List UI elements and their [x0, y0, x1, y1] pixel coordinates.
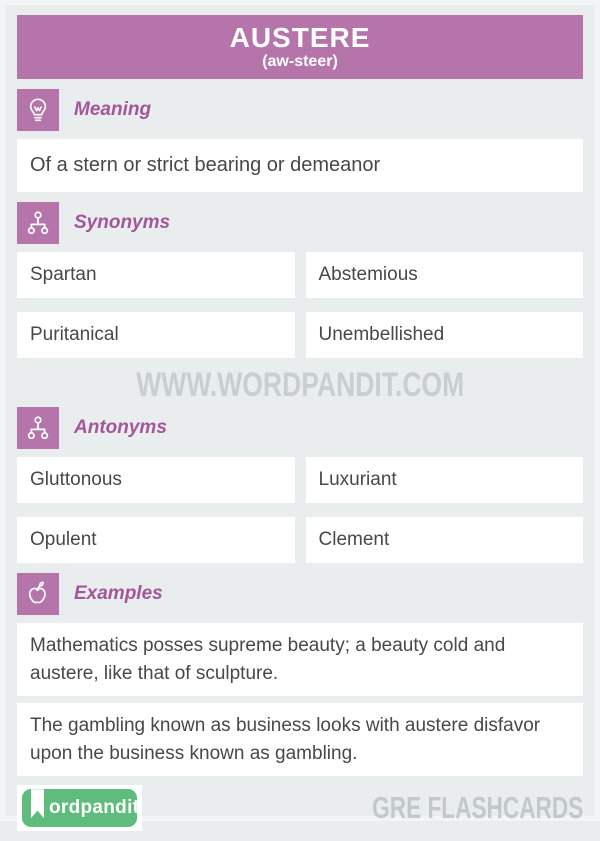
antonym-item: Luxuriant	[306, 457, 584, 503]
example-sentence: Mathematics posses supreme beauty; a beauty cold and austere, like that of sculpture.	[17, 623, 583, 696]
antonyms-section-header	[17, 407, 583, 449]
antonym-item: Gluttonous	[17, 457, 295, 503]
footer	[17, 785, 583, 831]
synonym-item: Abstemious	[306, 252, 584, 298]
example-sentence: The gambling known as business looks with austere disfavor upon the business known as gambling.	[17, 703, 583, 776]
meaning-text: Of a stern or strict bearing or demeanor	[17, 139, 583, 192]
antonym-item: Opulent	[17, 517, 295, 563]
series-title: GRE FLASHCARDS	[371, 790, 583, 826]
meaning-label: Meaning	[74, 99, 152, 120]
bookmark-icon	[31, 789, 44, 818]
synonym-item: Puritanical	[17, 312, 295, 358]
hierarchy-icon	[17, 202, 59, 244]
word-title: AUSTERE	[229, 21, 371, 53]
flashcard	[5, 5, 595, 841]
meaning-section-header	[17, 89, 583, 131]
watermark: WWW.WORDPANDIT.COM	[135, 366, 465, 404]
apple-icon	[17, 573, 59, 615]
examples-section-header	[17, 573, 583, 615]
examples-label: Examples	[74, 583, 163, 604]
pronunciation: (aw-steer)	[262, 53, 338, 71]
synonym-item: Unembellished	[306, 312, 584, 358]
synonyms-section-header	[17, 202, 583, 244]
synonym-item: Spartan	[17, 252, 295, 298]
synonyms-label: Synonyms	[74, 212, 171, 233]
antonyms-label: Antonyms	[74, 417, 167, 438]
word-header	[17, 15, 583, 79]
synonyms-grid	[17, 252, 583, 358]
antonym-item: Clement	[306, 517, 584, 563]
hierarchy-icon	[17, 407, 59, 449]
logo-text: ordpandit	[49, 797, 140, 819]
wordpandit-logo	[17, 785, 142, 831]
lightbulb-icon	[17, 89, 59, 131]
antonyms-grid	[17, 457, 583, 563]
